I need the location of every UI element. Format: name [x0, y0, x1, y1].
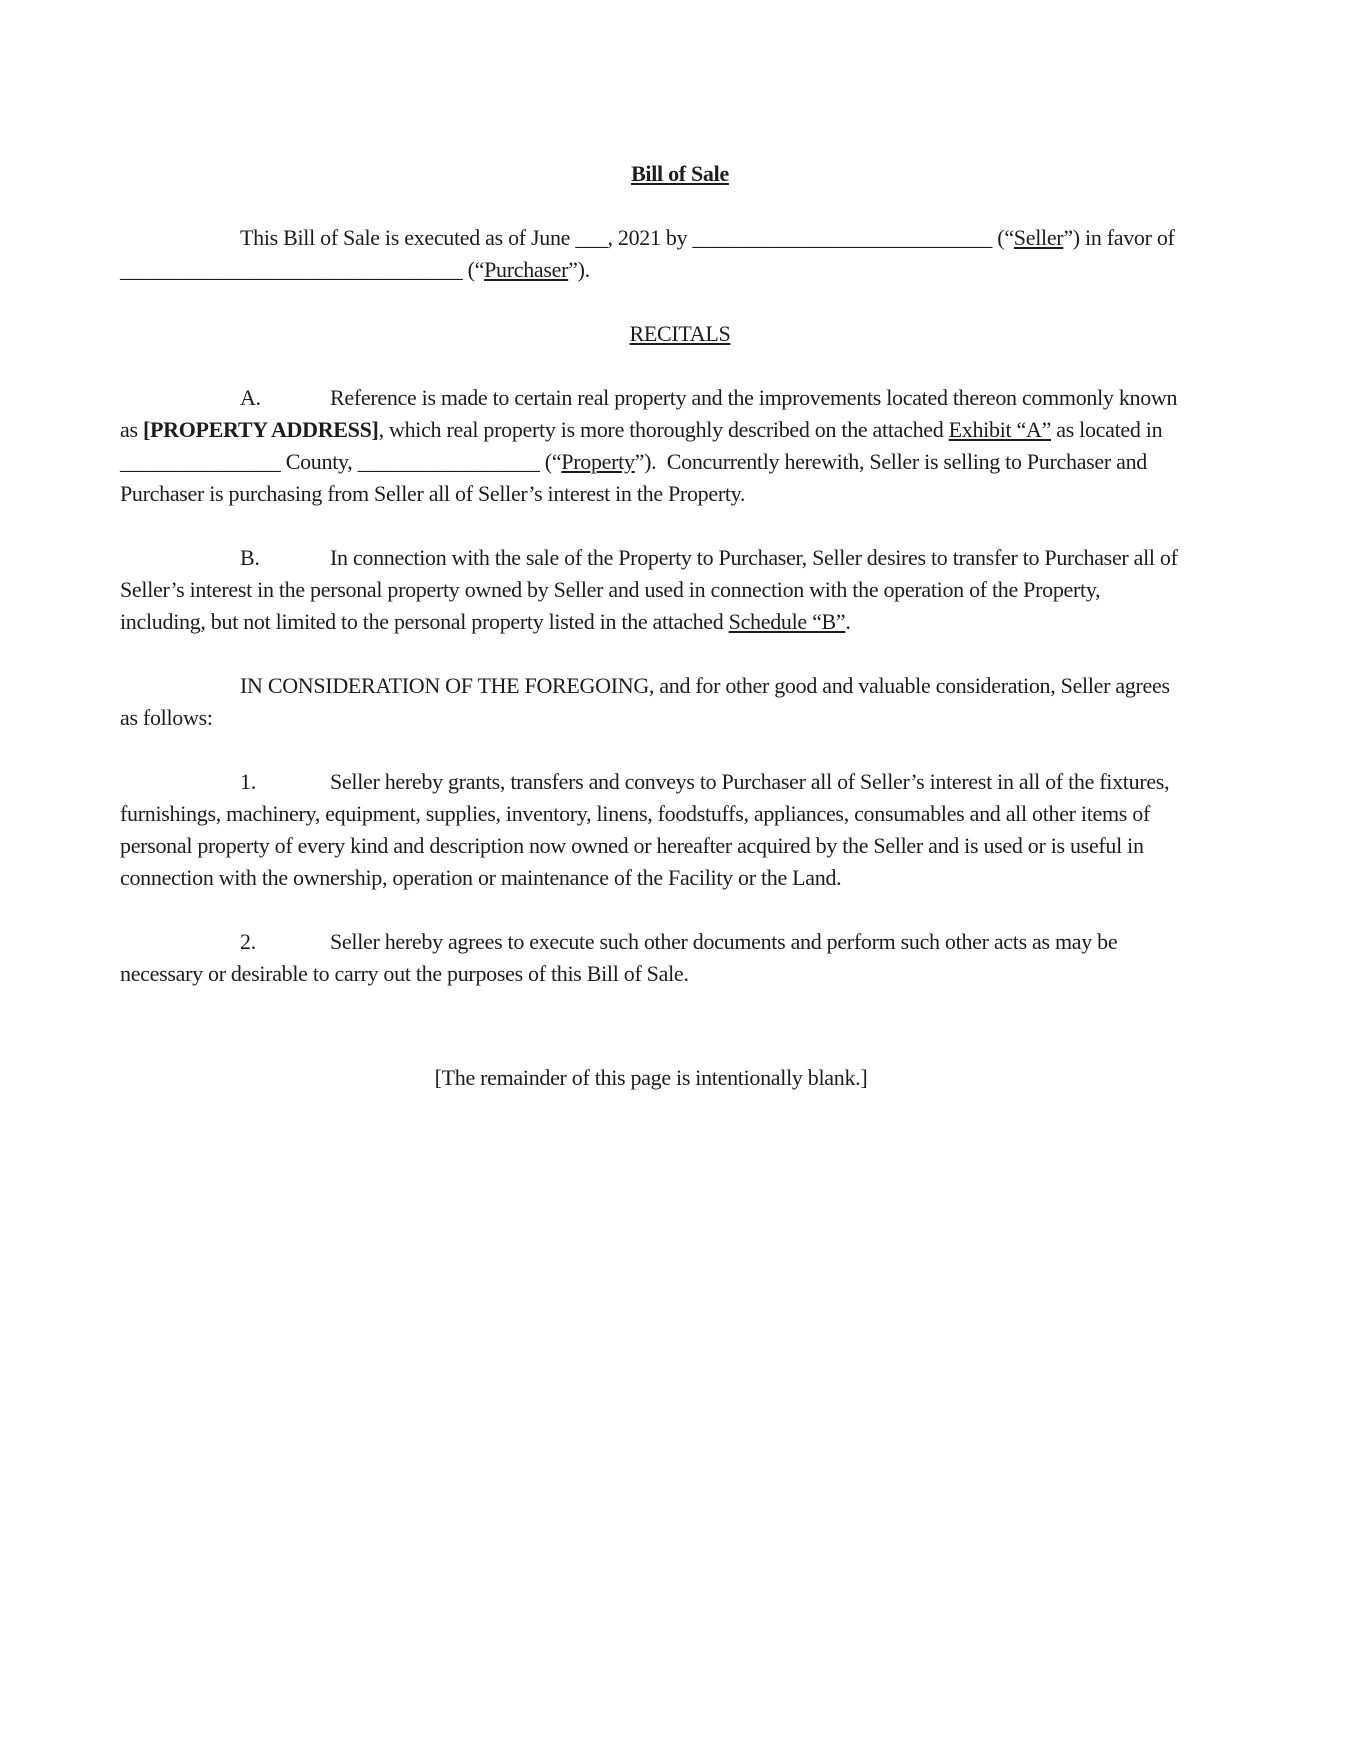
item-2-text: Seller hereby agrees to execute such other documents and perform such other acts as may be necessary or desirable to carry out the purposes of this Bill of Sale.	[120, 929, 1123, 986]
item-1-text: Seller hereby grants, transfers and conveys to Purchaser all of Seller’s interest in all of the fixtures, furnishings, machinery, equipment, supplies, inventory, linens, foodstuffs, appliances, consumables and all other items of personal property of every kind and description now owned or hereafter acquired by the Seller and is used or is useful in connection with the ownership, operation or maintenance of the Facility or the Land.	[120, 769, 1175, 890]
consideration-text: IN CONSIDERATION OF THE FOREGOING, and for other good and valuable consideration, Seller agrees as follows:	[120, 673, 1175, 730]
item-1-marker: 1.	[240, 769, 256, 794]
seller-name-blank-line: ____________________________	[692, 225, 993, 250]
recital-a-paragraph	[120, 382, 1182, 510]
document-title: Bill of Sale	[631, 161, 729, 186]
intentionally-blank-note	[120, 1062, 1182, 1094]
recital-a-text-6: ”). Concurrently herewith, Seller is selling to Purchaser and Purchaser is purchasing from Seller all of Seller’s interest in the Property.	[120, 449, 1153, 506]
consideration-paragraph	[120, 670, 1182, 734]
recital-b-text-2: .	[845, 609, 851, 634]
opening-text-2: , 2021 by	[607, 225, 693, 250]
opening-paragraph	[120, 222, 1182, 286]
state-blank-line: _________________	[357, 449, 540, 474]
purchaser-name-blank-line: ________________________________	[120, 257, 463, 282]
recital-a-marker: A.	[240, 385, 261, 410]
document-content	[120, 158, 1182, 1094]
recital-b-paragraph	[120, 542, 1182, 638]
item-2-marker: 2.	[240, 929, 256, 954]
property-defined-term: Property	[561, 449, 635, 474]
opening-text-5: (“	[462, 257, 485, 282]
property-address-placeholder: [PROPERTY ADDRESS]	[142, 417, 379, 442]
recital-a-text-2: , which real property is more thoroughly described on the attached	[378, 417, 949, 442]
opening-text-6: ”).	[568, 257, 590, 282]
opening-text-4: ”) in favor of	[1063, 225, 1180, 250]
recital-b-text-1: In connection with the sale of the Property to Purchaser, Seller desires to transfer to Purchaser all of Seller’s interest in the personal property owned by Seller and used in connection with the operation of the Property, including, but not limited to the personal property listed in the attached	[120, 545, 1183, 634]
item-2-paragraph	[120, 926, 1182, 990]
recitals-heading-line	[120, 318, 1240, 350]
county-blank-line: _______________	[120, 449, 281, 474]
opening-text-1: This Bill of Sale is executed as of June	[240, 225, 576, 250]
schedule-b-reference: Schedule “B”	[728, 609, 846, 634]
purchaser-defined-term: Purchaser	[484, 257, 569, 282]
seller-defined-term: Seller	[1013, 225, 1064, 250]
item-1-paragraph	[120, 766, 1182, 894]
intentionally-blank-text: [The remainder of this page is intentionally blank.]	[434, 1065, 868, 1090]
exhibit-a-reference: Exhibit “A”	[948, 417, 1052, 442]
date-blank-line: ___	[575, 225, 608, 250]
recital-a-text-1: Reference is made to certain real property and the improvements located thereon commonly known as	[120, 385, 1183, 442]
recitals-heading: RECITALS	[629, 321, 731, 346]
recital-a-text-5: (“	[539, 449, 562, 474]
recital-a-text-4: County,	[280, 449, 358, 474]
recital-a-text-3: as located in	[1051, 417, 1168, 442]
opening-text-3: (“	[992, 225, 1014, 250]
document-title-line	[120, 158, 1240, 190]
recital-b-marker: B.	[240, 545, 260, 570]
